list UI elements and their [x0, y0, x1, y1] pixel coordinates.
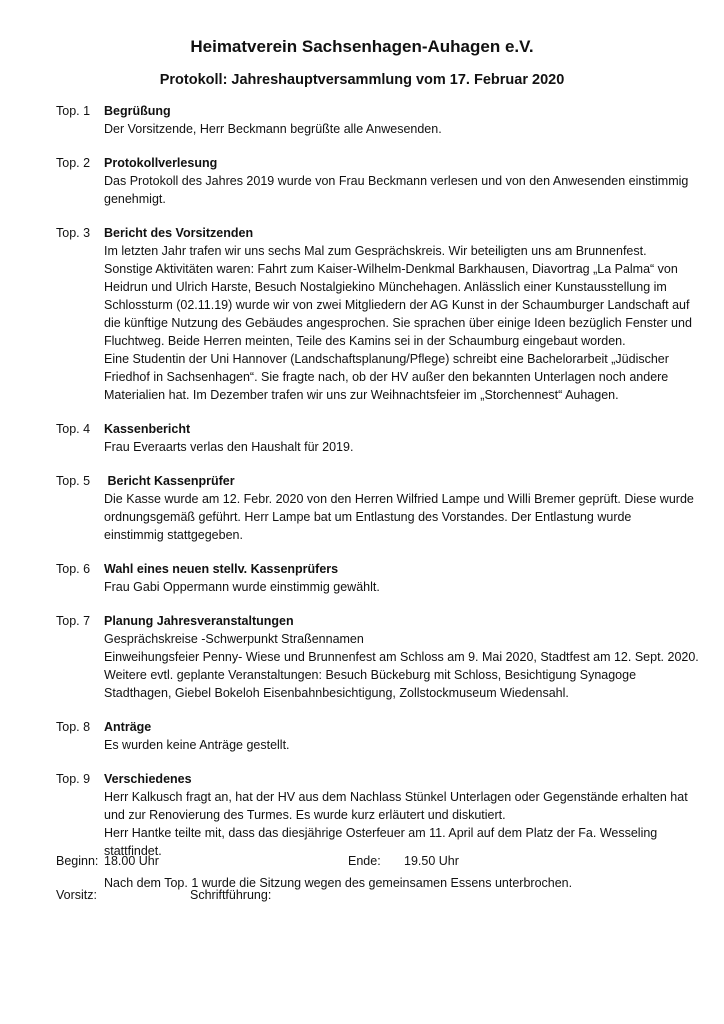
agenda-text-line: Stadthagen, Giebel Bokeloh Eisenbahnbesichtigung, Zollstockmuseum Wiedensahl. [104, 686, 569, 700]
agenda-number: Top. 6 [56, 562, 91, 576]
agenda-text-line: einstimmig stattgegeben. [104, 528, 243, 542]
agenda-text-line: Fluchtweg. Beide Herren meinten, Teile des Kamins sei in der Schaumburg eingebaut worden. [104, 334, 626, 348]
agenda-number: Top. 2 [56, 156, 91, 170]
agenda-text-line: und zur Renovierung des Turmes. Es wurde kurz erläutert und diskutiert. [104, 808, 506, 822]
agenda-text-line: ordnungsgemäß geführt. Herr Lampe bat um Entlastung des Vorstandes. Der Entlastung wurde [104, 510, 632, 524]
agenda-item-1 [56, 102, 686, 138]
agenda-text-line: Einweihungsfeier Penny- Wiese und Brunnenfest am Schloss am 9. Mai 2020, Stadtfest am 12. Sept. 2020. [104, 650, 699, 664]
document-subtitle: Protokoll: Jahreshauptversammlung vom 17. Februar 2020 [159, 72, 565, 88]
agenda-item-6 [56, 560, 686, 596]
closing-note: Nach dem Top. 1 wurde die Sitzung wegen des gemeinsamen Essens unterbrochen. [104, 876, 573, 890]
agenda-heading: Protokollverlesung [104, 156, 218, 170]
agenda-text-line: Im letzten Jahr trafen wir uns sechs Mal zum Gesprächskreis. Wir beteiligten uns am Brunnenfest. [104, 244, 647, 258]
agenda-text-line: stattfindet. [104, 844, 162, 858]
agenda-text-line: Der Vorsitzende, Herr Beckmann begrüßte alle Anwesenden. [104, 122, 442, 136]
agenda-text-line: Gesprächskreise -Schwerpunkt Straßennamen [104, 632, 364, 646]
agenda-text-line: Es wurden keine Anträge gestellt. [104, 738, 290, 752]
chair-label: Vorsitz: [56, 888, 97, 902]
agenda-text-line: Heidrun und Ulrich Harste, Besuch Nostalgiekino Münchehagen. Anlässlich einer Kunstausstellung im [104, 280, 667, 294]
agenda-item-9 [56, 770, 686, 860]
agenda-text-line: Herr Kalkusch fragt an, hat der HV aus dem Nachlass Stünkel Unterlagen oder Gegenstände erhalten hat [104, 790, 688, 804]
agenda-item-7 [56, 612, 699, 702]
agenda-text-line: Frau Gabi Oppermann wurde einstimmig gewählt. [104, 580, 380, 594]
agenda-text-line: Frau Everaarts verlas den Haushalt für 2019. [104, 440, 354, 454]
agenda-heading: Begrüßung [104, 104, 171, 118]
end-value: 19.50 Uhr [404, 854, 459, 868]
agenda-text-line: Eine Studentin der Uni Hannover (Landschaftsplanung/Pflege) schreibt eine Bachelorarbeit „Jüdischer [104, 352, 669, 366]
agenda-text-line: Das Protokoll des Jahres 2019 wurde von Frau Beckmann verlesen und von den Anwesenden einstimmig [104, 174, 689, 188]
agenda-item-3 [56, 224, 692, 404]
agenda-text-line: Weitere evtl. geplante Veranstaltungen: Besuch Bückeburg mit Schloss, Besichtigung Synagoge [104, 668, 637, 682]
document-title: Heimatverein Sachsenhagen-Auhagen e.V. [190, 37, 534, 56]
agenda-text-line: die künftige Nutzung des Gebäudes angesprochen. Sie sprachen über einige Ideen bezüglich Fenster und [104, 316, 692, 330]
agenda-heading: Kassenbericht [104, 422, 191, 436]
agenda-text-line: Materialien hat. Im Dezember trafen wir uns zur Weihnachtsfeier im „Storchennest“ Auhagen. [104, 388, 619, 402]
agenda-heading: Wahl eines neuen stellv. Kassenprüfers [104, 562, 339, 576]
agenda-text-line: Die Kasse wurde am 12. Febr. 2020 von den Herren Wilfried Lampe und Willi Bremer geprüft. Diese wurde [104, 492, 694, 506]
agenda-heading: Planung Jahresveranstaltungen [104, 614, 294, 628]
end-label: Ende: [348, 854, 381, 868]
agenda-text-line: Sonstige Aktivitäten waren: Fahrt zum Kaiser-Wilhelm-Denkmal Barkhausen, Diavortrag „La Palma“ von [104, 262, 678, 276]
agenda-heading: Bericht Kassenprüfer [104, 474, 235, 488]
agenda-text-line: Schlossturm (02.11.19) wurde wir von zwei Mitgliedern der AG Kunst in der Schaumburger Landschaft auf [104, 298, 690, 312]
agenda-number: Top. 1 [56, 104, 91, 118]
agenda-text-line: Friedhof in Sachsenhagen“. Sie fragte nach, ob der HV außer den bekannten Unterlagen noch andere [104, 370, 669, 384]
agenda-item-2 [56, 154, 689, 208]
begin-value: 18.00 Uhr [104, 854, 159, 868]
agenda-item-5 [56, 472, 694, 544]
agenda-number: Top. 8 [56, 720, 91, 734]
agenda-number: Top. 4 [56, 422, 91, 436]
minutes-label: Schriftführung: [190, 888, 272, 902]
agenda-number: Top. 9 [56, 772, 91, 786]
agenda-number: Top. 5 [56, 474, 91, 488]
begin-label: Beginn: [56, 854, 99, 868]
agenda-text-line: genehmigt. [104, 192, 166, 206]
agenda-heading: Anträge [104, 720, 152, 734]
agenda-list [56, 102, 699, 892]
agenda-item-4 [56, 420, 686, 456]
agenda-text-line: Herr Hantke teilte mit, dass das diesjährige Osterfeuer am 11. April auf dem Platz der Fa. Wesseling [104, 826, 658, 840]
agenda-heading: Bericht des Vorsitzenden [104, 226, 254, 240]
agenda-number: Top. 7 [56, 614, 91, 628]
agenda-number: Top. 3 [56, 226, 91, 240]
agenda-item-8 [56, 718, 686, 754]
agenda-heading: Verschiedenes [104, 772, 192, 786]
